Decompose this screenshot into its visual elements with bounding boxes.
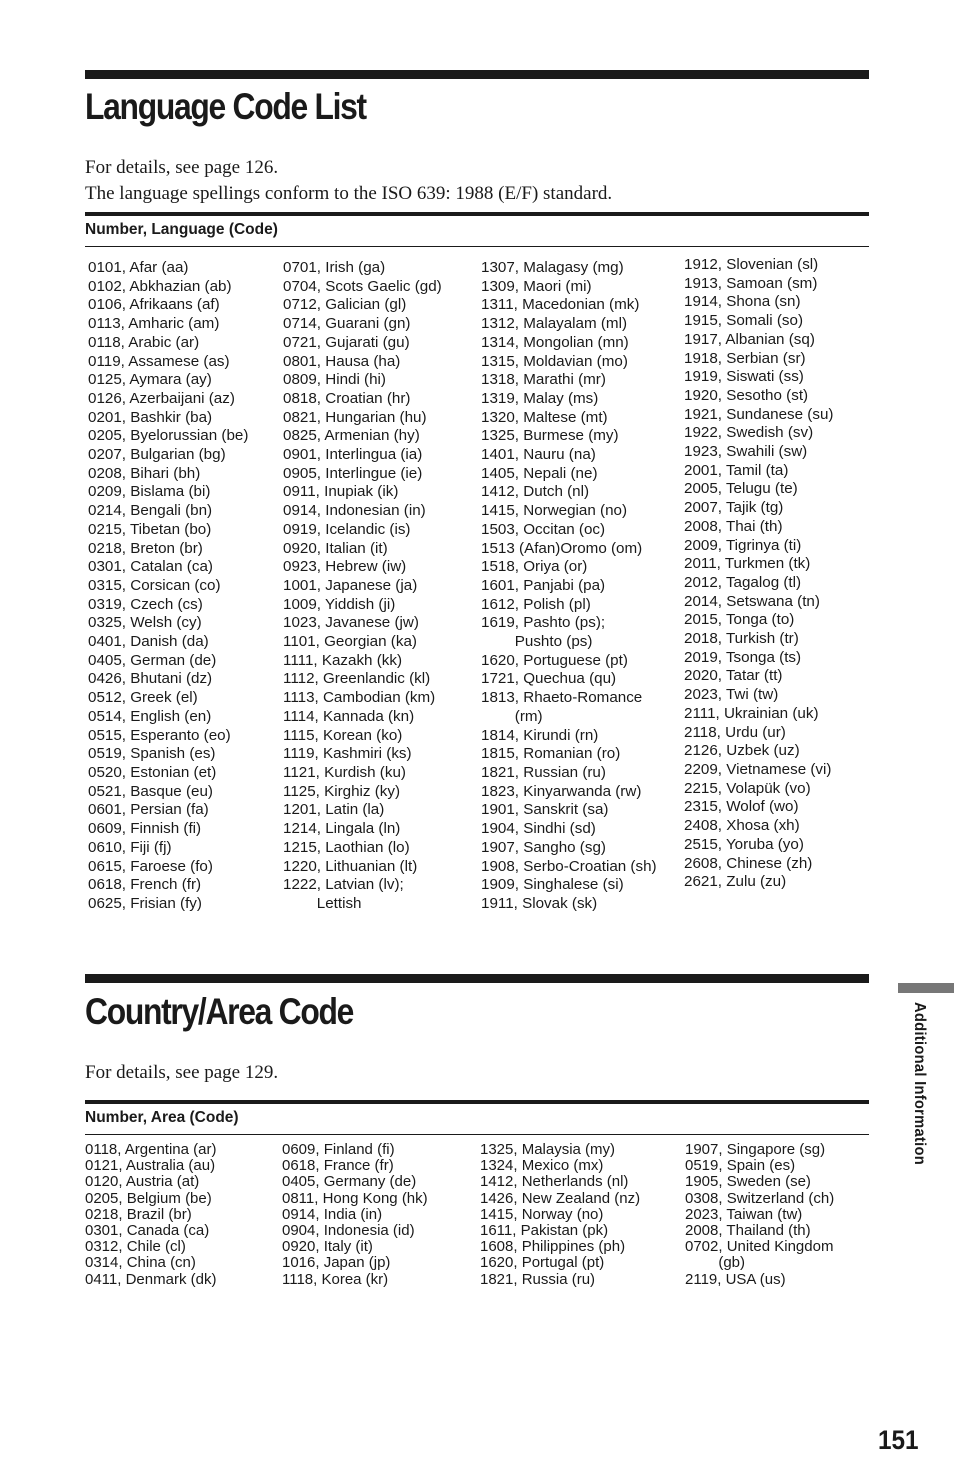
country-column-2 — [282, 1142, 428, 1288]
code-entry: 0818, Croatian (hr) — [283, 389, 411, 407]
code-entry: 1917, Albanian (sq) — [684, 330, 815, 348]
code-entry: 1904, Sindhi (sd) — [481, 820, 596, 838]
code-entry: 1608, Philippines (ph) — [480, 1238, 626, 1256]
code-entry: 1912, Slovenian (sl) — [684, 256, 819, 273]
code-entry: 1309, Maori (mi) — [481, 277, 592, 295]
code-entry: 1121, Kurdish (ku) — [283, 763, 406, 781]
code-entry: 1125, Kirghiz (ky) — [283, 782, 401, 800]
code-entry: 0914, India (in) — [282, 1205, 383, 1223]
code-entry: 1620, Portuguese (pt) — [481, 651, 628, 669]
language-column-3 — [481, 259, 657, 914]
country-column-1 — [85, 1142, 216, 1288]
section-side-tab — [898, 983, 954, 993]
code-entry: (gb) — [685, 1254, 746, 1272]
code-entry: 0120, Austria (at) — [85, 1173, 200, 1191]
code-entry: 0515, Esperanto (eo) — [88, 726, 231, 744]
code-entry: 1114, Kannada (kn) — [283, 707, 415, 725]
code-entry: 1620, Portugal (pt) — [480, 1254, 605, 1272]
code-entry: 0520, Estonian (et) — [88, 763, 217, 781]
language-table-header-rule — [85, 246, 869, 247]
country-section-title: Country/Area Code — [85, 991, 354, 1032]
code-entry: 1001, Japanese (ja) — [283, 576, 418, 594]
code-entry: 1318, Marathi (mr) — [481, 371, 606, 389]
code-entry: 2007, Tajik (tg) — [684, 499, 784, 517]
code-entry: 1311, Macedonian (mk) — [481, 296, 640, 314]
code-entry: 0215, Tibetan (bo) — [88, 520, 212, 538]
code-entry: 0904, Indonesia (id) — [282, 1222, 415, 1240]
code-entry: 1921, Sundanese (su) — [684, 405, 834, 423]
code-entry: 0519, Spanish (es) — [88, 745, 216, 763]
code-entry: 0609, Finnish (fi) — [88, 820, 202, 838]
code-entry: 2215, Volapük (vo) — [684, 779, 811, 797]
code-entry: 1415, Norway (no) — [480, 1205, 604, 1223]
code-entry: 0102, Abkhazian (ab) — [88, 277, 232, 295]
country-table-header-rule — [85, 1134, 869, 1135]
code-entry: (rm) — [481, 707, 543, 725]
code-entry: 0519, Spain (es) — [685, 1157, 796, 1175]
code-entry: 1320, Maltese (mt) — [481, 408, 608, 426]
code-entry: 0615, Faroese (fo) — [88, 857, 213, 875]
code-entry: 1821, Russian (ru) — [481, 763, 606, 781]
code-entry: 0312, Chile (cl) — [85, 1238, 186, 1256]
code-entry: 0325, Welsh (cy) — [88, 614, 202, 632]
code-entry: 1214, Lingala (ln) — [283, 820, 401, 838]
language-intro-line-1: For details, see page 126. — [85, 157, 279, 178]
code-entry: 0609, Finland (fi) — [282, 1141, 395, 1158]
code-entry: 1112, Greenlandic (kl) — [283, 670, 431, 688]
code-entry: 0704, Scots Gaelic (gd) — [283, 277, 442, 295]
code-entry: 0512, Greek (el) — [88, 689, 198, 707]
code-entry: 0618, France (fr) — [282, 1157, 394, 1175]
section-side-label: Additional Information — [911, 1002, 928, 1166]
code-entry: 2608, Chinese (zh) — [684, 854, 813, 872]
code-entry: 1111, Kazakh (kk) — [283, 651, 403, 669]
code-entry: 1908, Serbo-Croatian (sh) — [481, 857, 657, 875]
code-entry: 1919, Siswati (ss) — [684, 368, 804, 386]
code-entry: 0121, Australia (au) — [85, 1157, 216, 1175]
code-entry: 1324, Mexico (mx) — [480, 1157, 604, 1175]
code-entry: 0801, Hausa (ha) — [283, 352, 401, 370]
code-entry: 1918, Serbian (sr) — [684, 349, 806, 367]
code-entry: 0319, Czech (cs) — [88, 595, 203, 613]
code-entry: 2011, Turkmen (tk) — [684, 555, 811, 573]
code-entry: 1312, Malayalam (ml) — [481, 315, 628, 333]
country-table-top-rule — [85, 1100, 869, 1104]
code-entry: 1611, Pakistan (pk) — [480, 1222, 609, 1240]
code-entry: 1426, New Zealand (nz) — [480, 1189, 641, 1207]
code-entry: 0521, Basque (eu) — [88, 782, 213, 800]
code-entry: 1601, Panjabi (pa) — [481, 576, 606, 594]
code-entry: 0118, Argentina (ar) — [85, 1141, 217, 1158]
language-column-2 — [283, 259, 442, 914]
code-entry: 2020, Tatar (tt) — [684, 667, 783, 685]
code-entry: 1503, Occitan (oc) — [481, 520, 606, 538]
code-entry: 1325, Burmese (my) — [481, 427, 619, 445]
code-entry: 0113, Amharic (am) — [88, 315, 220, 333]
code-entry: 1009, Yiddish (ji) — [283, 595, 396, 613]
code-entry: 1922, Swedish (sv) — [684, 424, 814, 442]
code-entry: 1118, Korea (kr) — [282, 1270, 389, 1288]
code-entry: 2018, Turkish (tr) — [684, 630, 799, 648]
code-entry: 0911, Inupiak (ik) — [283, 483, 399, 501]
code-entry: 0919, Icelandic (is) — [283, 520, 411, 538]
code-entry: 2209, Vietnamese (vi) — [684, 760, 832, 778]
code-entry: 1016, Japan (jp) — [282, 1254, 391, 1272]
code-entry: 2023, Twi (tw) — [684, 686, 779, 704]
code-entry: 0118, Arabic (ar) — [88, 333, 200, 351]
code-entry: 1325, Malaysia (my) — [480, 1141, 616, 1158]
code-entry: 1821, Russia (ru) — [480, 1270, 596, 1288]
code-entry: 0905, Interlingue (ie) — [283, 464, 423, 482]
code-entry: 2019, Tsonga (ts) — [684, 648, 802, 666]
code-entry: 1905, Sweden (se) — [685, 1173, 811, 1191]
country-column-3 — [480, 1142, 640, 1288]
code-entry: 2005, Telugu (te) — [684, 480, 798, 498]
code-entry: 0514, English (en) — [88, 707, 212, 725]
country-table-header: Number, Area (Code) — [85, 1109, 239, 1126]
code-entry: 1401, Nauru (na) — [481, 446, 596, 464]
code-entry: 1101, Georgian (ka) — [283, 633, 417, 651]
code-entry: 1901, Sanskrit (sa) — [481, 801, 609, 819]
code-entry: 0625, Frisian (fy) — [88, 894, 202, 912]
code-entry: 2001, Tamil (ta) — [684, 461, 789, 479]
code-entry: 0825, Armenian (hy) — [283, 427, 420, 445]
code-entry: 0809, Hindi (hi) — [283, 371, 386, 389]
code-entry: 0207, Bulgarian (bg) — [88, 446, 226, 464]
code-entry: 2118, Urdu (ur) — [684, 723, 786, 741]
code-entry: 1215, Laothian (lo) — [283, 838, 410, 856]
code-entry: 0205, Belgium (be) — [85, 1189, 212, 1207]
code-entry: 0119, Assamese (as) — [88, 352, 230, 370]
code-entry: 2015, Tonga (to) — [684, 611, 795, 629]
code-entry: 2515, Yoruba (yo) — [684, 835, 804, 853]
code-entry: 0315, Corsican (co) — [88, 576, 221, 594]
code-entry: 0405, German (de) — [88, 651, 217, 669]
code-entry: 0126, Azerbaijani (az) — [88, 389, 235, 407]
language-section-top-rule — [85, 70, 869, 79]
code-entry: 2408, Xhosa (xh) — [684, 817, 800, 835]
code-entry: 0101, Afar (aa) — [88, 259, 189, 276]
code-entry: 0610, Fiji (fj) — [88, 838, 172, 856]
code-entry: 0401, Danish (da) — [88, 633, 209, 651]
code-entry: 1415, Norwegian (no) — [481, 502, 628, 520]
code-entry: 1412, Dutch (nl) — [481, 483, 590, 501]
code-entry: 0201, Bashkir (ba) — [88, 408, 213, 426]
code-entry: 0920, Italian (it) — [283, 539, 388, 557]
code-entry: 1220, Lithuanian (lt) — [283, 857, 418, 875]
code-entry: 0901, Interlingua (ia) — [283, 446, 423, 464]
code-entry: 0218, Brazil (br) — [85, 1205, 192, 1223]
code-entry: 2009, Tigrinya (ti) — [684, 536, 802, 554]
code-entry: 1813, Rhaeto-Romance — [481, 689, 643, 707]
code-entry: 0208, Bihari (bh) — [88, 464, 201, 482]
language-column-1 — [88, 259, 248, 914]
code-entry: 0301, Canada (ca) — [85, 1222, 210, 1240]
code-entry: 1518, Oriya (or) — [481, 558, 588, 576]
code-entry: 1814, Kirundi (rn) — [481, 726, 599, 744]
code-entry: 1612, Polish (pl) — [481, 595, 591, 613]
code-entry: 1315, Moldavian (mo) — [481, 352, 628, 370]
code-entry: 2119, USA (us) — [685, 1270, 786, 1288]
code-entry: 1513 (Afan)Oromo (om) — [481, 539, 643, 557]
code-entry: 0426, Bhutani (dz) — [88, 670, 213, 688]
code-entry: 1619, Pashto (ps); — [481, 614, 606, 632]
language-table-header: Number, Language (Code) — [85, 221, 278, 238]
code-entry: 0301, Catalan (ca) — [88, 558, 213, 576]
code-entry: 1909, Singhalese (si) — [481, 876, 624, 894]
code-entry: 0712, Galician (gl) — [283, 296, 407, 314]
code-entry: 1920, Sesotho (st) — [684, 386, 809, 404]
code-entry: 0714, Guarani (gn) — [283, 315, 411, 333]
code-entry: 1412, Netherlands (nl) — [480, 1173, 629, 1191]
code-entry: 1201, Latin (la) — [283, 801, 385, 819]
country-section-top-rule — [85, 974, 869, 983]
code-entry: 1113, Cambodian (km) — [283, 689, 436, 707]
code-entry: 0920, Italy (it) — [282, 1238, 373, 1256]
language-section-title: Language Code List — [85, 86, 366, 127]
code-entry: 1914, Shona (sn) — [684, 293, 801, 311]
code-entry: 1307, Malagasy (mg) — [481, 259, 624, 276]
code-entry: 2012, Tagalog (tl) — [684, 573, 802, 591]
code-entry: 0923, Hebrew (iw) — [283, 558, 407, 576]
code-entry: 2014, Setswana (tn) — [684, 592, 820, 610]
code-entry: 1823, Kinyarwanda (rw) — [481, 782, 642, 800]
code-entry: 0821, Hungarian (hu) — [283, 408, 427, 426]
code-entry: 2126, Uzbek (uz) — [684, 742, 800, 760]
code-entry: 1915, Somali (so) — [684, 312, 804, 330]
code-entry: 1911, Slovak (sk) — [481, 894, 598, 912]
code-entry: 2111, Ukrainian (uk) — [684, 704, 819, 722]
code-entry: 0601, Persian (fa) — [88, 801, 209, 819]
code-entry: 0314, China (cn) — [85, 1254, 196, 1272]
code-entry: 1023, Javanese (jw) — [283, 614, 419, 632]
code-entry: 1115, Korean (ko) — [283, 726, 403, 744]
code-entry: 0405, Germany (de) — [282, 1173, 417, 1191]
code-entry: Pushto (ps) — [481, 633, 593, 651]
code-entry: 1405, Nepali (ne) — [481, 464, 598, 482]
code-entry: 1923, Swahili (sw) — [684, 443, 808, 461]
code-entry: 0209, Bislama (bi) — [88, 483, 211, 501]
code-entry: 0811, Hong Kong (hk) — [282, 1189, 428, 1207]
code-entry: 1907, Singapore (sg) — [685, 1141, 826, 1158]
code-entry: 1319, Malay (ms) — [481, 389, 599, 407]
code-entry: 1815, Romanian (ro) — [481, 745, 621, 763]
code-entry: 1314, Mongolian (mn) — [481, 333, 629, 351]
code-entry: 0914, Indonesian (in) — [283, 502, 426, 520]
code-entry: 0125, Aymara (ay) — [88, 371, 212, 389]
code-entry: 0214, Bengali (bn) — [88, 502, 213, 520]
code-entry: 2621, Zulu (zu) — [684, 873, 787, 891]
code-entry: 2315, Wolof (wo) — [684, 798, 799, 816]
code-entry: 0702, United Kingdom — [685, 1238, 834, 1256]
code-entry: 1913, Samoan (sm) — [684, 274, 818, 292]
code-entry: 1119, Kashmiri (ks) — [283, 745, 412, 763]
country-intro-line: For details, see page 129. — [85, 1062, 279, 1083]
code-entry: 0701, Irish (ga) — [283, 259, 386, 276]
language-column-4 — [684, 256, 833, 892]
code-entry: 2008, Thailand (th) — [685, 1222, 811, 1240]
code-entry: 0205, Byelorussian (be) — [88, 427, 249, 445]
code-entry: 1222, Latvian (lv); — [283, 876, 404, 894]
code-entry: 0618, French (fr) — [88, 876, 202, 894]
code-entry: 0106, Afrikaans (af) — [88, 296, 220, 314]
code-entry: 1721, Quechua (qu) — [481, 670, 617, 688]
language-table-top-rule — [85, 212, 869, 216]
code-entry: Lettish — [283, 894, 362, 912]
code-entry: 1907, Sangho (sg) — [481, 838, 606, 856]
code-entry: 0721, Gujarati (gu) — [283, 333, 410, 351]
language-intro-line-2: The language spellings conform to the ISO 639: 1988 (E/F) standard. — [85, 183, 613, 204]
code-entry: 0218, Breton (br) — [88, 539, 203, 557]
page-number: 151 — [878, 1425, 919, 1455]
code-entry: 0411, Denmark (dk) — [85, 1270, 217, 1288]
code-entry: 2023, Taiwan (tw) — [685, 1205, 803, 1223]
code-entry: 2008, Thai (th) — [684, 517, 783, 535]
code-entry: 0308, Switzerland (ch) — [685, 1189, 835, 1207]
country-column-4 — [685, 1142, 834, 1288]
